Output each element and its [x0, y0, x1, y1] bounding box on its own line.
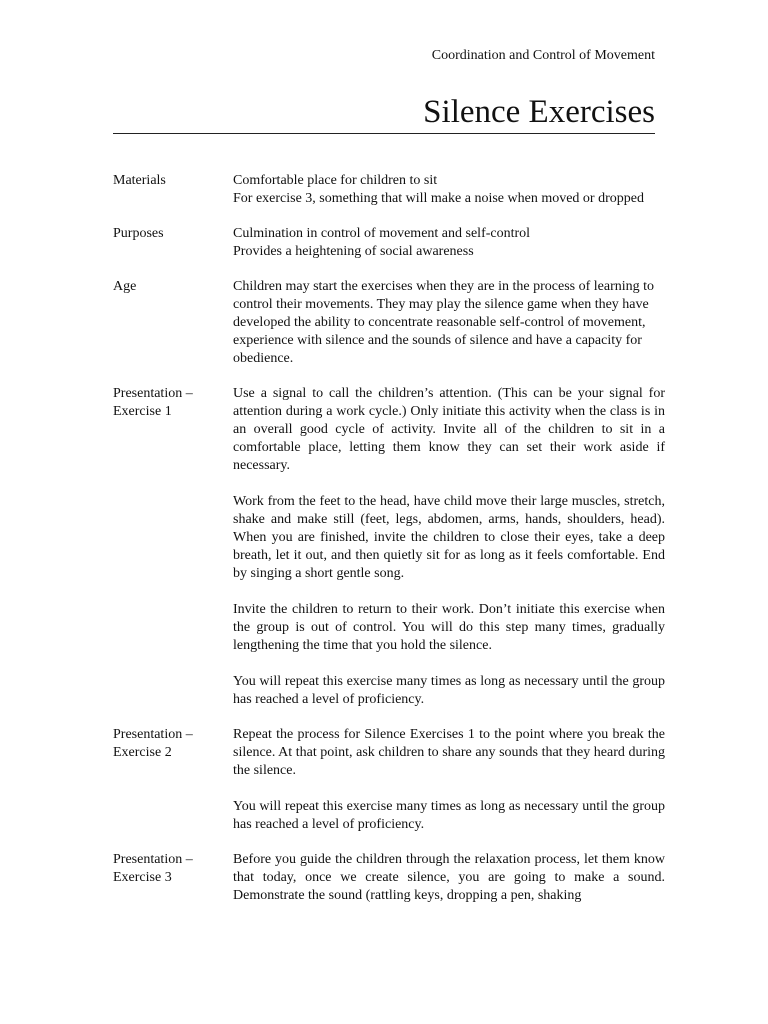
section-exercise-3 [113, 851, 665, 905]
section-label-exercise-2 [113, 726, 233, 834]
label-line: Exercise 3 [113, 870, 172, 885]
materials-line: Comfortable place for children to sit [233, 173, 438, 188]
exercise-3-paragraph: Before you guide the children through the relaxation process, let them know that today, once we create silence, you are going to make a sound. Demonstrate the sound (rattling keys, dropping a pen, shaking [233, 852, 665, 903]
section-exercise-1 [113, 385, 665, 709]
purposes-line: Provides a heightening of social awareness [233, 244, 474, 259]
exercise-1-paragraph: Invite the children to return to their work. Don’t initiate this exercise when the group is out of control. You will do this step many times, gradually lengthening the time that you hold the silence. [233, 602, 665, 653]
section-label-exercise-3 [113, 851, 233, 905]
section-label-age: Age [113, 279, 137, 294]
exercise-1-paragraph: Work from the feet to the head, have child move their large muscles, stretch, shake and make still (feet, legs, abdomen, arms, hands, shoulders, head). When you are finished, invite the children to close their eyes, take a deep breath, let it out, and then quietly sit for as long as it feels comfortable. End by singing a short gentle song. [233, 494, 665, 581]
exercise-1-paragraph: You will repeat this exercise many times as long as necessary until the group has reached a level of proficiency. [233, 674, 665, 707]
title-divider [113, 133, 655, 134]
section-text-purposes [233, 225, 665, 261]
exercise-1-paragraph: Use a signal to call the children’s attention. (This can be your signal for attention during a work cycle.) Only initiate this activity when the class is in an overall good cycle of activity. Invite all of the children to sit in a comfortable place, letting them know they can set their work aside if necessary. [233, 386, 665, 473]
section-materials [113, 172, 665, 208]
section-exercise-2 [113, 726, 665, 834]
age-paragraph: Children may start the exercises when they are in the process of learning to control their movements. They may play the silence game when they have developed the ability to concentrate reasonable self-control of movement, experience with silence and the sounds of silence and have a capacity for obedience. [233, 279, 655, 366]
label-line: Exercise 2 [113, 745, 172, 760]
section-text-exercise-2 [233, 726, 665, 834]
section-label-exercise-1 [113, 385, 233, 709]
label-line: Exercise 1 [113, 404, 172, 419]
section-text-exercise-3 [233, 851, 665, 905]
section-text-materials [233, 172, 665, 208]
label-line: Presentation – [113, 386, 193, 401]
section-text-exercise-1 [233, 385, 665, 709]
materials-line: For exercise 3, something that will make a noise when moved or dropped [233, 191, 644, 206]
document-body [113, 172, 665, 922]
exercise-2-paragraph: You will repeat this exercise many times as long as necessary until the group has reached a level of proficiency. [233, 799, 665, 832]
label-line: Presentation – [113, 727, 193, 742]
purposes-line: Culmination in control of movement and self-control [233, 226, 531, 241]
section-text-age [233, 278, 665, 368]
section-label-purposes: Purposes [113, 226, 164, 241]
page-title: Silence Exercises [423, 94, 655, 130]
running-header: Coordination and Control of Movement [431, 48, 655, 63]
label-line: Presentation – [113, 852, 193, 867]
section-age [113, 278, 665, 368]
section-purposes [113, 225, 665, 261]
section-label-materials: Materials [113, 173, 166, 188]
exercise-2-paragraph: Repeat the process for Silence Exercises 1 to the point where you break the silence. At that point, ask children to share any sounds that they heard during the silence. [233, 727, 665, 778]
